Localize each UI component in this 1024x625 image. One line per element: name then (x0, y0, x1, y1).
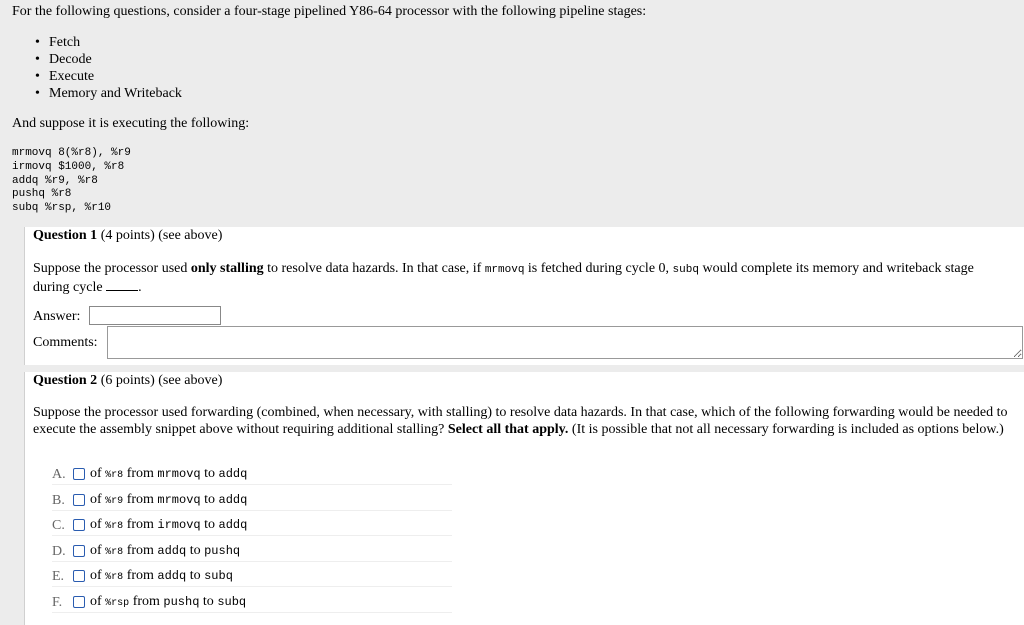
option-checkbox[interactable] (73, 545, 85, 557)
option-a[interactable] (52, 466, 452, 485)
text: to resolve data hazards. In that case, if (263, 261, 485, 276)
code-line: subq %rsp, %r10 (12, 202, 112, 215)
stage-item: • Decode (49, 51, 182, 68)
option-e[interactable] (52, 568, 452, 587)
option-letter: C. (52, 518, 65, 533)
comments-label: Comments: (33, 335, 98, 350)
bold-text: only stalling (190, 261, 264, 276)
option-letter: E. (52, 569, 65, 584)
option-b[interactable] (52, 492, 452, 511)
text: . (138, 280, 142, 295)
option-f[interactable] (52, 594, 452, 613)
question-2-box (24, 372, 1024, 625)
question-title: Question 1 (33, 228, 98, 243)
code-line: irmovq $1000, %r8 (12, 160, 125, 173)
stage-item: • Execute (49, 68, 182, 85)
option-letter: F. (52, 595, 63, 610)
code-line: mrmovq 8(%r8), %r9 (12, 147, 131, 159)
inline-code: mrmovq (484, 264, 525, 276)
code-line: addq %r9, %r8 (12, 174, 98, 187)
option-label: of %r8 from addq to subq (90, 568, 233, 583)
question-points: (6 points) (see above) (100, 373, 223, 388)
inline-code: subq (672, 264, 699, 276)
code-block (12, 147, 131, 216)
option-checkbox[interactable] (73, 596, 85, 608)
option-checkbox[interactable] (73, 570, 85, 582)
text: would complete its memory and writeback stage during cycle (33, 261, 974, 295)
bold-text: Select all that apply. (447, 422, 569, 437)
question-title: Question 2 (33, 373, 98, 388)
code-line: pushq %r8 (12, 188, 72, 201)
question-1-box (24, 227, 1024, 365)
question-1-title (33, 228, 222, 244)
stage-item: • Fetch (49, 34, 182, 51)
option-checkbox[interactable] (73, 494, 85, 506)
answer-label: Answer: (33, 309, 81, 324)
stage-list (0, 34, 182, 102)
question-1-text (33, 260, 1010, 296)
option-label: of %r9 from mrmovq to addq (90, 492, 248, 507)
text: is fetched during cycle 0, (524, 261, 673, 276)
question-2-text (33, 404, 1010, 438)
option-label: of %r8 from mrmovq to addq (90, 466, 248, 481)
question-2-title (33, 373, 222, 389)
text: (It is possible that not all necessary forwarding is included as options below.) (568, 422, 1004, 437)
option-letter: D. (52, 544, 66, 559)
option-label: of %r8 from irmovq to addq (90, 517, 248, 532)
option-checkbox[interactable] (73, 519, 85, 531)
text: Suppose the processor used (33, 261, 191, 276)
option-label: of %rsp from pushq to subq (90, 594, 247, 609)
option-d[interactable] (52, 543, 452, 562)
text: Suppose the processor used forwarding (combined, when necessary, with stalling) to resolve data hazards. In that case, which of the following forwarding would be needed to execute the assembly snippet above without requiring additional stalling? (33, 405, 1008, 437)
stage-item: • Memory and Writeback (49, 85, 182, 102)
option-letter: B. (52, 493, 65, 508)
executing-intro: And suppose it is executing the following: (12, 116, 250, 131)
intro-text: For the following questions, consider a four-stage pipelined Y86-64 processor with the following pipeline stages: (12, 4, 647, 19)
question-points: (4 points) (see above) (100, 228, 223, 243)
option-c[interactable] (52, 517, 452, 536)
option-label: of %r8 from addq to pushq (90, 543, 241, 558)
option-letter: A. (52, 467, 66, 482)
answer-blank (106, 280, 138, 291)
comments-textarea[interactable] (107, 326, 1023, 359)
answer-input[interactable] (89, 306, 221, 325)
option-checkbox[interactable] (73, 468, 85, 480)
